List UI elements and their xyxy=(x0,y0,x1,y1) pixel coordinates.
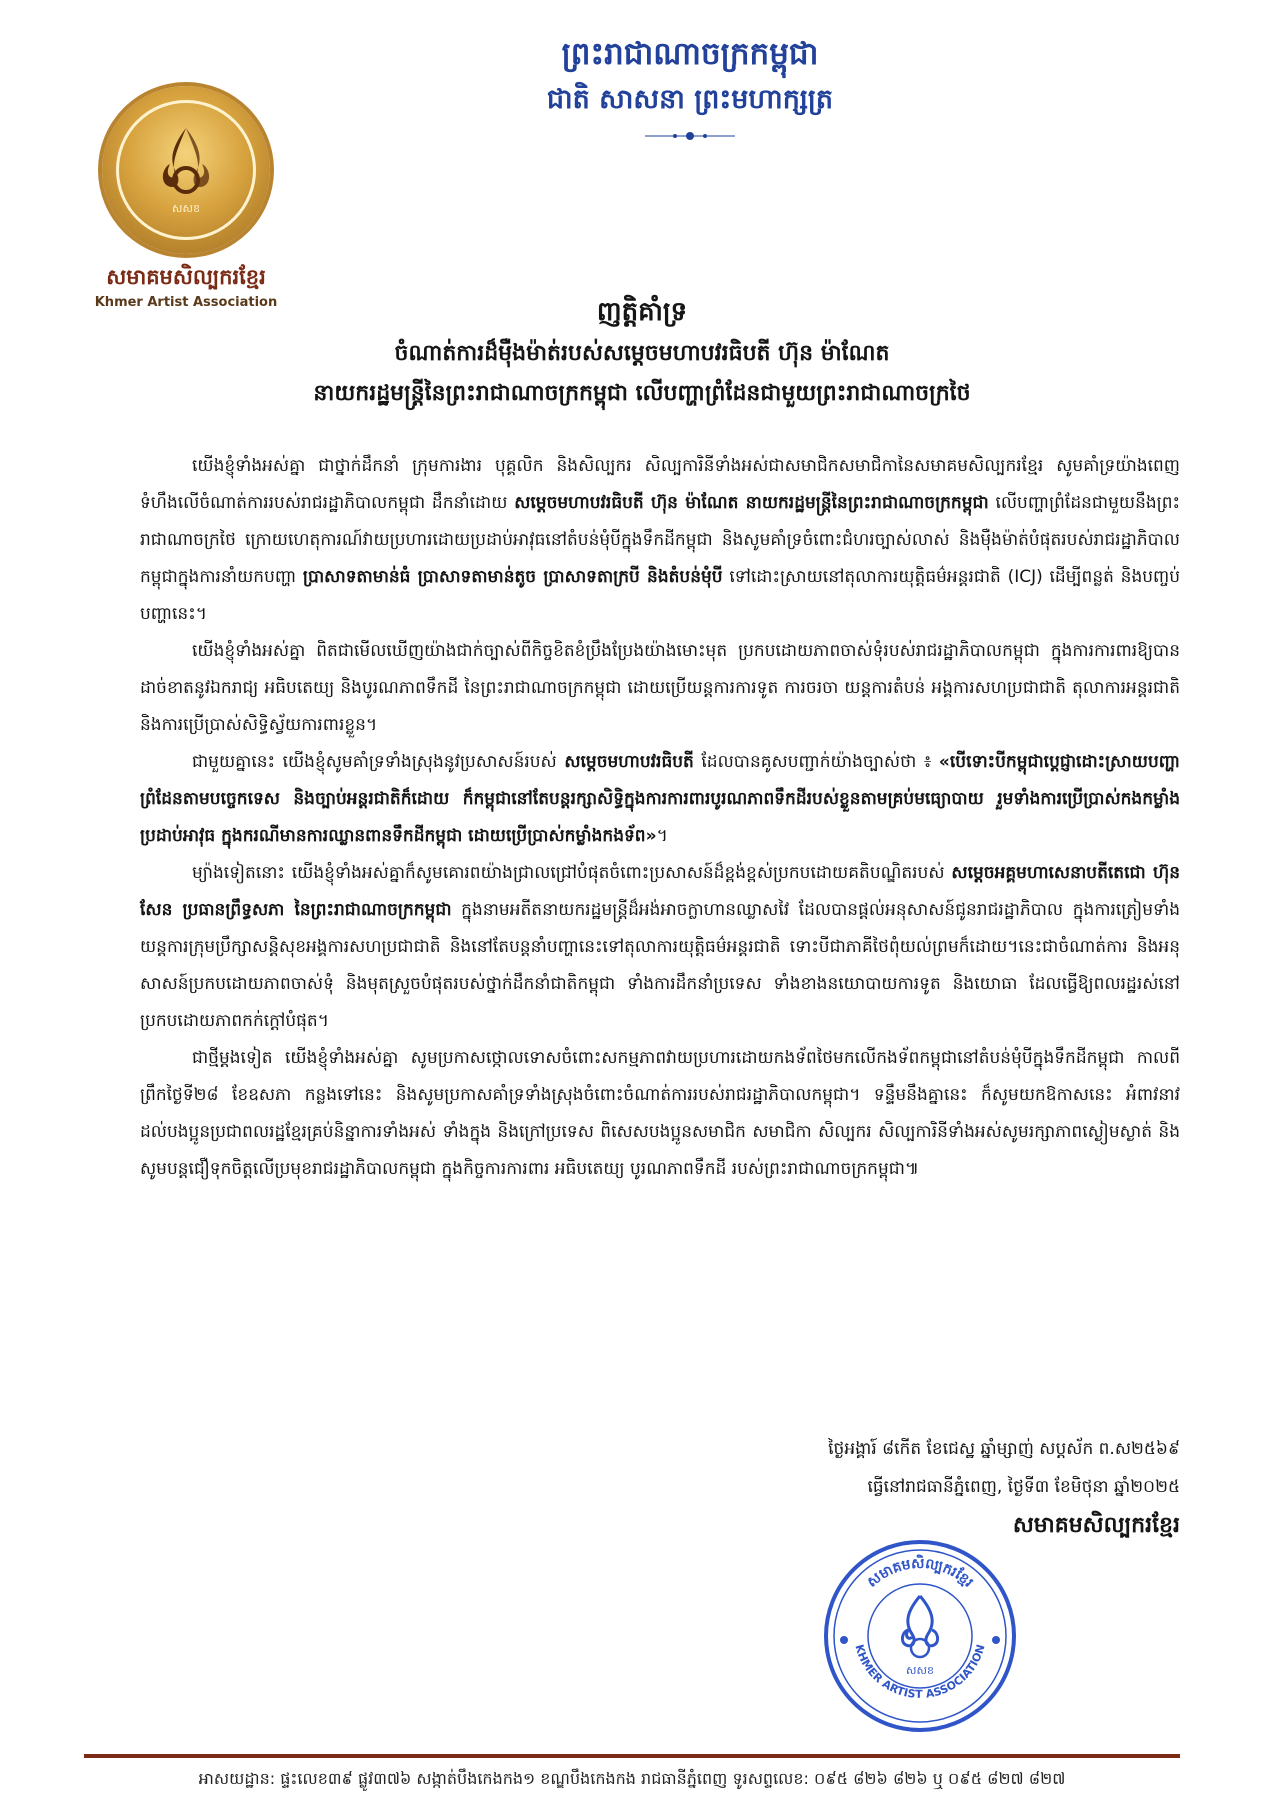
document-subtitle-1: ចំណាត់ការដ៏មុឺងម៉ាត់របស់សម្តេចមហាបវរធិបតី ហ៊ុន ម៉ាណែត xyxy=(394,341,890,366)
logo-initials: សសខ xyxy=(172,202,200,215)
kingdom-name: ព្រះរាជាណាចក្រកម្ពុជា xyxy=(561,36,819,72)
footer-address: អាសយដ្ឋាន: ផ្ទះលេខ៣៩ ផ្លូវ៣៧៦ សង្កាត់បឹងកេងកង១ ខណ្ឌបឹងកេងកង រាជធានីភ្នំពេញ ទូរសព្ទលេខ: ០៩៥ ៨២៦ ៨២៦ ឬ ០៩៥ ៨២៧ ៨២៧ xyxy=(198,1769,1066,1788)
logo-emblem-icon xyxy=(102,86,270,254)
seal-initials: សសខ xyxy=(906,1664,934,1677)
document-title: ញត្តិគាំទ្រ xyxy=(596,297,688,327)
paragraph-2: យើងខ្ញុំទាំងអស់គ្នា ពិតជាមើលឃើញយ៉ាងជាក់ច្បាស់ពីកិច្ចខិតខំប្រឹងប្រែងយ៉ាងមោះមុត ប្រកបដោយភាពចាស់ទុំរបស់រាជរដ្ឋាភិបាលកម្ពុជា ក្នុងការការពារឱ្យបានដាច់ខាតនូវឯករាជ្យ អធិបតេយ្យ និងបូរណភាពទឹកដី នៃព្រះរាជាណាចក្រកម្ពុជា ដោយប្រើយន្តការការទូត ការចរចា យន្តការតំបន់ អង្គការសហប្រជាជាតិ តុលាការអន្តរជាតិ និងការប្រើប្រាស់សិទ្ធិស្វ័យការពារខ្លួន។ xyxy=(140,641,1180,735)
lunar-date: ថ្ងៃអង្គារ៍ ៨កើត ខែជេស្ឋ ឆ្នាំម្សាញ់ សប្តស័ក ព.ស២៥៦៩ xyxy=(828,1439,1180,1459)
national-motto: ជាតិ សាសនា ព្រះមហាក្សត្រ xyxy=(546,84,834,115)
document-subtitle-2: នាយករដ្ឋមន្ត្រីនៃព្រះរាជាណាចក្រកម្ពុជា លើបញ្ហាព្រំដែនជាមួយព្រះរាជាណាចក្រថៃ xyxy=(313,381,971,406)
signature-block xyxy=(640,1430,1180,1546)
document-titles xyxy=(100,290,1184,414)
paragraph-1: យើងខ្ញុំទាំងអស់គ្នា ជាថ្នាក់ដឹកនាំ ក្រុមការងារ បុគ្គលិក និងសិល្បករ សិល្បការិនីទាំងអស់ជាសមាជិកសមាជិកានៃសមាគមសិល្បករខ្មែរ សូមគាំទ្រយ៉ាងពេញទំហឹងលើចំណាត់ការរបស់រាជរដ្ឋាភិបាលកម្ពុជា ដឹកនាំដោយ សម្តេចមហាបវរធិបតី ហ៊ុន ម៉ាណែត នាយករដ្ឋមន្ត្រីនៃព្រះរាជាណាចក្រកម្ពុជា លើបញ្ហាព្រំដែនជាមួយនឹងព្រះរាជាណាចក្រថៃ ក្រោយហេតុការណ៍វាយប្រហារដោយប្រដាប់អាវុធនៅតំបន់មុំបីក្នុងទឹកដីកម្ពុជា និងសូមគាំទ្រចំពោះជំហរច្បាស់លាស់ និងមុឺងម៉ាត់បំផុតរបស់រាជរដ្ឋាភិបាលកម្ពុជាក្នុងការនាំយកបញ្ហា ប្រាសាទតាមាន់ធំ ប្រាសាទតាមាន់តូច ប្រាសាទតាក្របី និងតំបន់មុំបី ទៅដោះស្រាយនៅតុលាការយុត្តិធម៌អន្តរជាតិ (ICJ) ដើម្បីពន្លត់ និងបញ្ចប់បញ្ហានេះ។ xyxy=(140,456,1180,624)
paragraph-5: ជាថ្មីម្តងទៀត យើងខ្ញុំទាំងអស់គ្នា សូមប្រកាសថ្កោលទោសចំពោះសកម្មភាពវាយប្រហារដោយកងទ័ពថៃមកលើកងទ័ពកម្ពុជានៅតំបន់មុំបីក្នុងទឹកដីកម្ពុជា កាលពីព្រឹកថ្ងៃទី២៨ ខែឧសភា កន្លងទៅនេះ និងសូមប្រកាសគាំទ្រទាំងស្រុងចំពោះចំណាត់ការរបស់រាជរដ្ឋាភិបាលកម្ពុជា។ ទន្ទឹមនឹងគ្នានេះ ក៏សូមយកឱកាសនេះ អំពាវនាវដល់បងប្អូនប្រជាពលរដ្ឋខ្មែរគ្រប់និន្នាការទាំងអស់ ទាំងក្នុង និងក្រៅប្រទេស ពិសេសបងប្អូនសមាជិក សមាជិកា សិល្បករ សិល្បការិនីទាំងអស់សូមរក្សាភាពស្ងៀមស្ងាត់ និងសូមបន្តជឿទុកចិត្តលើប្រមុខរាជរដ្ឋាភិបាលកម្ពុជា ក្នុងកិច្ចការការពារ អធិបតេយ្យ បូរណភាពទឹកដី របស់ព្រះរាជាណាចក្រកម្ពុជា៕ xyxy=(140,1048,1180,1179)
letter-body xyxy=(140,448,1180,1188)
logo-name-english: Khmer Artist Association xyxy=(94,295,278,310)
official-seal-icon xyxy=(822,1538,1018,1734)
logo-flame-figure-icon xyxy=(146,124,226,216)
seal-text-khmer: សមាគមសិល្បករខ្មែរ xyxy=(864,1555,977,1591)
national-header xyxy=(380,30,1000,146)
paragraph-3: ជាមួយគ្នានេះ យើងខ្ញុំសូមគាំទ្រទាំងស្រុងនូវប្រសាសន៍របស់ សម្តេចមហាបវរធិបតី ដែលបានគូសបញ្ជាក់យ៉ាងច្បាស់ថា ៖ «បើទោះបីកម្ពុជាប្តេជ្ញាដោះស្រាយបញ្ហាព្រំដែនតាមបច្ចេកទេស និងច្បាប់អន្តរជាតិក៏ដោយ ក៏កម្ពុជានៅតែបន្តរក្សាសិទ្ធិក្នុងការការពារបូរណភាពទឹកដីរបស់ខ្លួនតាមគ្រប់មធ្យោបាយ រួមទាំងការប្រើប្រាស់កងកម្លាំងប្រដាប់អាវុធ ក្នុងករណីមានការឈ្លានពានទឹកដីកម្ពុជា ដោយប្រើប្រាស់កម្លាំងកងទ័ព»។ xyxy=(140,752,1180,846)
signing-organization: សមាគមសិល្បករខ្មែរ xyxy=(1012,1513,1180,1538)
logo-name-khmer: សមាគមសិល្បករខ្មែរ xyxy=(106,265,266,289)
seal-text-english: KHMER ARTIST ASSOCIATION xyxy=(852,1642,988,1701)
paragraph-4: ម្យ៉ាងទៀតនោះ យើងខ្ញុំទាំងអស់គ្នាក៏សូមគោរពយ៉ាងជ្រាលជ្រៅបំផុតចំពោះប្រសាសន៍ដ៏ខ្ពង់ខ្ពស់ប្រកបដោយគតិបណ្ឌិតរបស់ សម្តេចអគ្គមហាសេនាបតីតេជោ ហ៊ុន សែន ប្រធានព្រឹទ្ធសភា នៃព្រះរាជាណាចក្រកម្ពុជា ក្នុងនាមអតីតនាយករដ្ឋមន្ត្រីដ៏អង់អាចក្លាហានឈ្លាសវៃ ដែលបានផ្តល់អនុសាសន៍ជូនរាជរដ្ឋាភិបាល ក្នុងការត្រៀមទាំងយន្តការក្រុមប្រឹក្សាសន្តិសុខអង្គការសហប្រជាជាតិ និងនៅតែបន្តនាំបញ្ហានេះទៅតុលាការយុត្តិធម៌អន្តរជាតិ ទោះបីជាភាគីថៃពុំយល់ព្រមក៏ដោយ។នេះជាចំណាត់ការ និងអនុសាសន៍ប្រកបដោយភាពចាស់ទុំ និងមុតស្រួចបំផុតរបស់ថ្នាក់ដឹកនាំជាតិកម្ពុជា ទាំងការដឹកនាំប្រទេស ទាំងខាងនយោបាយការទូត និងយោធា ដែលធ្វើឱ្យពលរដ្ឋរស់នៅប្រកបដោយភាពកក់ក្តៅបំផុត។ xyxy=(140,863,1181,1031)
association-logo xyxy=(88,86,284,310)
header-ornament-icon xyxy=(645,130,735,142)
place-and-date: ធ្វើនៅរាជធានីភ្នំពេញ, ថ្ងៃទី៣ ខែមិថុនា ឆ្នាំ២០២៥ xyxy=(867,1477,1180,1497)
footer-divider xyxy=(84,1754,1180,1758)
